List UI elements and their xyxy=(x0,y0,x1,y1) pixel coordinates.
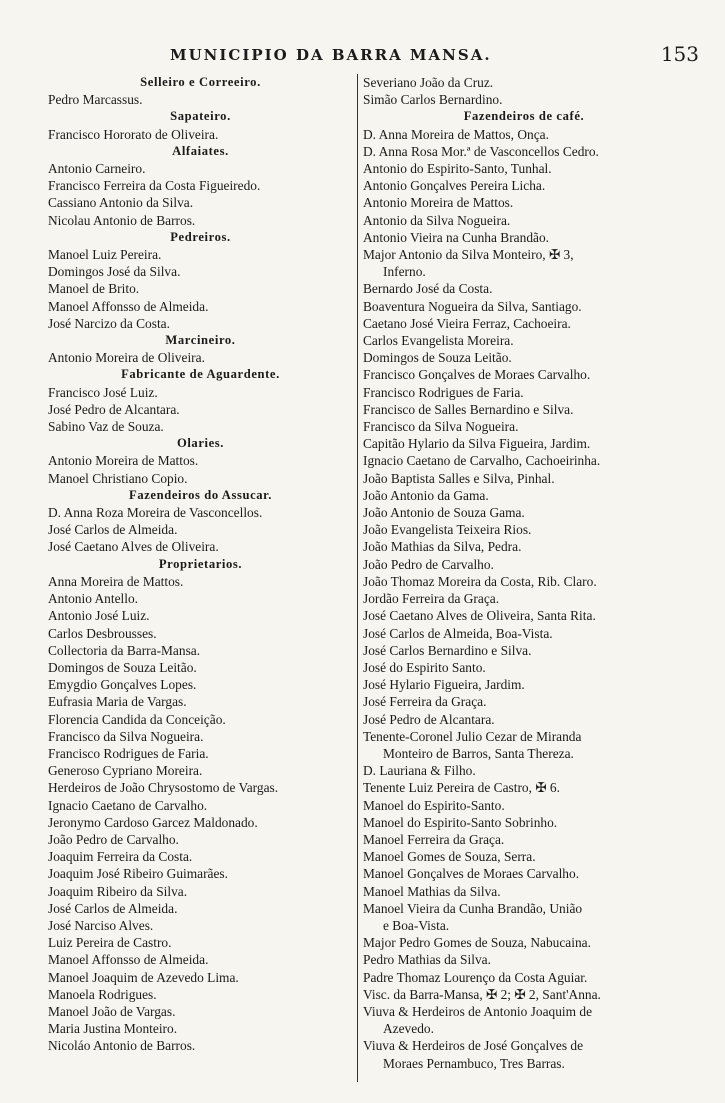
directory-entry: Antonio Vieira na Cunha Brandão. xyxy=(363,229,550,245)
directory-entry: Manoel Luiz Pereira. xyxy=(48,247,162,263)
directory-entry: José Carlos de Almeida, Boa-Vista. xyxy=(363,625,553,641)
directory-entry: Carlos Evangelista Moreira. xyxy=(363,333,514,349)
directory-entry: João Pedro de Carvalho. xyxy=(48,831,179,847)
directory-entry: José Pedro de Alcantara. xyxy=(363,711,495,727)
directory-entry: José Carlos Bernardino e Silva. xyxy=(363,642,532,658)
directory-entry: Tenente-Coronel Julio Cezar de Miranda xyxy=(363,728,582,744)
directory-entry: Francisco da Silva Nogueira. xyxy=(48,728,204,744)
directory-entry: João Antonio de Souza Gama. xyxy=(363,505,525,521)
directory-entry: Tenente Luiz Pereira de Castro, ✠ 6. xyxy=(363,780,560,796)
directory-entry: Antonio Gonçalves Pereira Licha. xyxy=(363,178,546,194)
directory-entry: Antonio Moreira de Mattos. xyxy=(363,195,514,211)
section-heading: Sapateiro. xyxy=(170,109,231,124)
directory-entry: D. Anna Rosa Mor.ª de Vasconcellos Cedro. xyxy=(363,143,599,159)
directory-entry: Viuva & Herdeiros de José Gonçalves de xyxy=(363,1038,584,1054)
directory-entry: Florencia Candida da Conceição. xyxy=(48,711,226,727)
directory-entry: Caetano José Vieira Ferraz, Cachoeira. xyxy=(363,315,571,331)
directory-entry: Pedro Marcassus. xyxy=(48,92,143,108)
directory-entry: Manoel de Brito. xyxy=(48,281,140,297)
directory-entry: Visc. da Barra-Mansa, ✠ 2; ✠ 2, Sant'Anna. xyxy=(363,986,601,1002)
directory-entry: Francisco Ferreira da Costa Figueiredo. xyxy=(48,178,261,194)
directory-entry-continuation: Azevedo. xyxy=(383,1021,434,1037)
directory-entry: Nicolau Antonio de Barros. xyxy=(48,212,196,228)
left-column xyxy=(48,74,353,1055)
directory-entry: José Carlos de Almeida. xyxy=(48,900,178,916)
directory-entry: Eufrasia Maria de Vargas. xyxy=(48,694,187,710)
directory-entry: José Caetano Alves de Oliveira. xyxy=(48,539,219,555)
directory-entry: Major Pedro Gomes de Souza, Nabucaina. xyxy=(363,935,591,951)
directory-entry: Viuva & Herdeiros de Antonio Joaquim de xyxy=(363,1003,593,1019)
directory-entry: Collectoria da Barra-Mansa. xyxy=(48,642,201,658)
directory-entry: Francisco Gonçalves de Moraes Carvalho. xyxy=(363,367,591,383)
directory-entry: José do Espirito Santo. xyxy=(363,659,486,675)
directory-entry: Anna Moreira de Mattos. xyxy=(48,573,184,589)
directory-entry: Domingos José da Silva. xyxy=(48,264,181,280)
directory-entry: Manoel Christiano Copio. xyxy=(48,470,188,486)
directory-entry: José Pedro de Alcantara. xyxy=(48,401,180,417)
directory-entry-continuation: Inferno. xyxy=(383,264,426,280)
directory-entry: Pedro Mathias da Silva. xyxy=(363,952,491,968)
section-heading: Alfaiates. xyxy=(172,143,229,158)
directory-entry: Manoel Affonsso de Almeida. xyxy=(48,298,209,314)
column-divider xyxy=(357,74,358,1082)
running-head: MUNICIPIO DA BARRA MANSA. xyxy=(170,46,492,64)
section-heading: Olaries. xyxy=(176,436,225,451)
directory-entry: Capitão Hylario da Silva Figueira, Jardim. xyxy=(363,436,591,452)
directory-entry: Joaquim José Ribeiro Guimarães. xyxy=(48,866,228,882)
directory-entry: Manoel João de Vargas. xyxy=(48,1003,176,1019)
directory-entry: Manoel do Espirito-Santo Sobrinho. xyxy=(363,814,558,830)
directory-entry: Antonio Moreira de Mattos. xyxy=(48,453,199,469)
directory-entry: Padre Thomaz Lourenço da Costa Aguiar. xyxy=(363,969,588,985)
directory-entry: Jeronymo Cardoso Garcez Maldonado. xyxy=(48,814,258,830)
directory-entry: Generoso Cypriano Moreira. xyxy=(48,763,203,779)
directory-entry: Domingos de Souza Leitão. xyxy=(48,659,197,675)
directory-entry: Manoel Gomes de Souza, Serra. xyxy=(363,849,536,865)
directory-entry: Herdeiros de João Chrysostomo de Vargas. xyxy=(48,780,279,796)
directory-entry: Antonio José Luiz. xyxy=(48,608,150,624)
directory-entry: João Baptista Salles e Silva, Pinhal. xyxy=(363,470,555,486)
directory-entry: Manoel do Espirito-Santo. xyxy=(363,797,505,813)
directory-entry: Ignacio Caetano de Carvalho, Cachoeirinha. xyxy=(363,453,601,469)
page-number: 153 xyxy=(660,42,699,66)
directory-entry: Joaquim Ferreira da Costa. xyxy=(48,849,193,865)
directory-entry: Maria Justina Monteiro. xyxy=(48,1021,178,1037)
directory-entry: Carlos Desbrousses. xyxy=(48,625,157,641)
directory-entry: Manoel Vieira da Cunha Brandão, União xyxy=(363,900,583,916)
section-heading: Pedreiros. xyxy=(170,229,231,244)
directory-entry: Domingos de Souza Leitão. xyxy=(363,350,512,366)
directory-entry: Antonio Moreira de Oliveira. xyxy=(48,350,205,366)
directory-entry-continuation: Monteiro de Barros, Santa Thereza. xyxy=(383,745,574,761)
directory-entry: Cassiano Antonio da Silva. xyxy=(48,195,194,211)
directory-entry: José Narcizo da Costa. xyxy=(48,315,170,331)
directory-entry-continuation: e Boa-Vista. xyxy=(383,917,450,933)
right-column xyxy=(363,74,685,1072)
directory-entry: José Ferreira da Graça. xyxy=(363,694,487,710)
directory-entry: Manoel Affonsso de Almeida. xyxy=(48,952,209,968)
directory-entry: Luiz Pereira de Castro. xyxy=(48,935,172,951)
section-heading: Selleiro e Correeiro. xyxy=(140,75,261,89)
directory-entry: D. Anna Roza Moreira de Vasconcellos. xyxy=(48,505,263,521)
section-heading: Fabricante de Aguardente. xyxy=(121,367,280,382)
directory-entry: Manoel Ferreira da Graça. xyxy=(363,831,505,847)
directory-entry: Simão Carlos Bernardino. xyxy=(363,92,503,108)
directory-entry: Francisco José Luiz. xyxy=(48,384,158,400)
directory-entry: D. Anna Moreira de Mattos, Onça. xyxy=(363,126,549,142)
directory-entry: Francisco Hororato de Oliveira. xyxy=(48,126,219,142)
directory-entry: João Thomaz Moreira da Costa, Rib. Claro. xyxy=(363,573,597,589)
section-heading: Proprietarios. xyxy=(158,556,243,571)
directory-entry: João Pedro de Carvalho. xyxy=(363,556,494,572)
directory-entry: Severiano João da Cruz. xyxy=(363,75,494,90)
section-heading: Fazendeiros de café. xyxy=(463,109,585,124)
directory-entry: Bernardo José da Costa. xyxy=(363,281,493,297)
directory-entry: Francisco Rodrigues de Faria. xyxy=(363,384,524,400)
page-header xyxy=(0,42,725,72)
directory-entry: Manoel Joaquim de Azevedo Lima. xyxy=(48,969,239,985)
directory-entry: João Antonio da Gama. xyxy=(363,487,489,503)
directory-entry: Manoela Rodrigues. xyxy=(48,986,157,1002)
directory-entry: Francisco da Silva Nogueira. xyxy=(363,419,519,435)
directory-entry: José Caetano Alves de Oliveira, Santa Rita. xyxy=(363,608,596,624)
directory-entry-continuation: Moraes Pernambuco, Tres Barras. xyxy=(383,1055,565,1071)
directory-entry: Jordão Ferreira da Graça. xyxy=(363,591,500,607)
directory-entry: Sabino Vaz de Souza. xyxy=(48,419,164,435)
directory-entry: Antonio do Espirito-Santo, Tunhal. xyxy=(363,161,552,177)
directory-entry: Nicoláo Antonio de Barros. xyxy=(48,1038,196,1054)
directory-entry: Antonio Antello. xyxy=(48,591,139,607)
section-heading: Fazendeiros do Assucar. xyxy=(129,487,272,502)
directory-entry: José Carlos de Almeida. xyxy=(48,522,178,538)
directory-entry: Antonio Carneiro. xyxy=(48,161,146,177)
directory-entry: Joaquim Ribeiro da Silva. xyxy=(48,883,188,899)
directory-entry: João Mathias da Silva, Pedra. xyxy=(363,539,522,555)
directory-entry: José Narciso Alves. xyxy=(48,917,154,933)
directory-entry: Ignacio Caetano de Carvalho. xyxy=(48,797,208,813)
directory-entry: João Evangelista Teixeira Rios. xyxy=(363,522,532,538)
directory-entry: Manoel Mathias da Silva. xyxy=(363,883,501,899)
directory-entry: Antonio da Silva Nogueira. xyxy=(363,212,511,228)
directory-entry: D. Lauriana & Filho. xyxy=(363,763,476,779)
directory-entry: Major Antonio da Silva Monteiro, ✠ 3, xyxy=(363,247,574,263)
directory-entry: Emygdio Gonçalves Lopes. xyxy=(48,677,197,693)
directory-entry: Boaventura Nogueira da Silva, Santiago. xyxy=(363,298,582,314)
directory-entry: Francisco de Salles Bernardino e Silva. xyxy=(363,401,574,417)
section-heading: Marcineiro. xyxy=(165,333,236,348)
directory-entry: Manoel Gonçalves de Moraes Carvalho. xyxy=(363,866,580,882)
directory-entry: Francisco Rodrigues de Faria. xyxy=(48,745,209,761)
directory-entry: José Hylario Figueira, Jardim. xyxy=(363,677,525,693)
